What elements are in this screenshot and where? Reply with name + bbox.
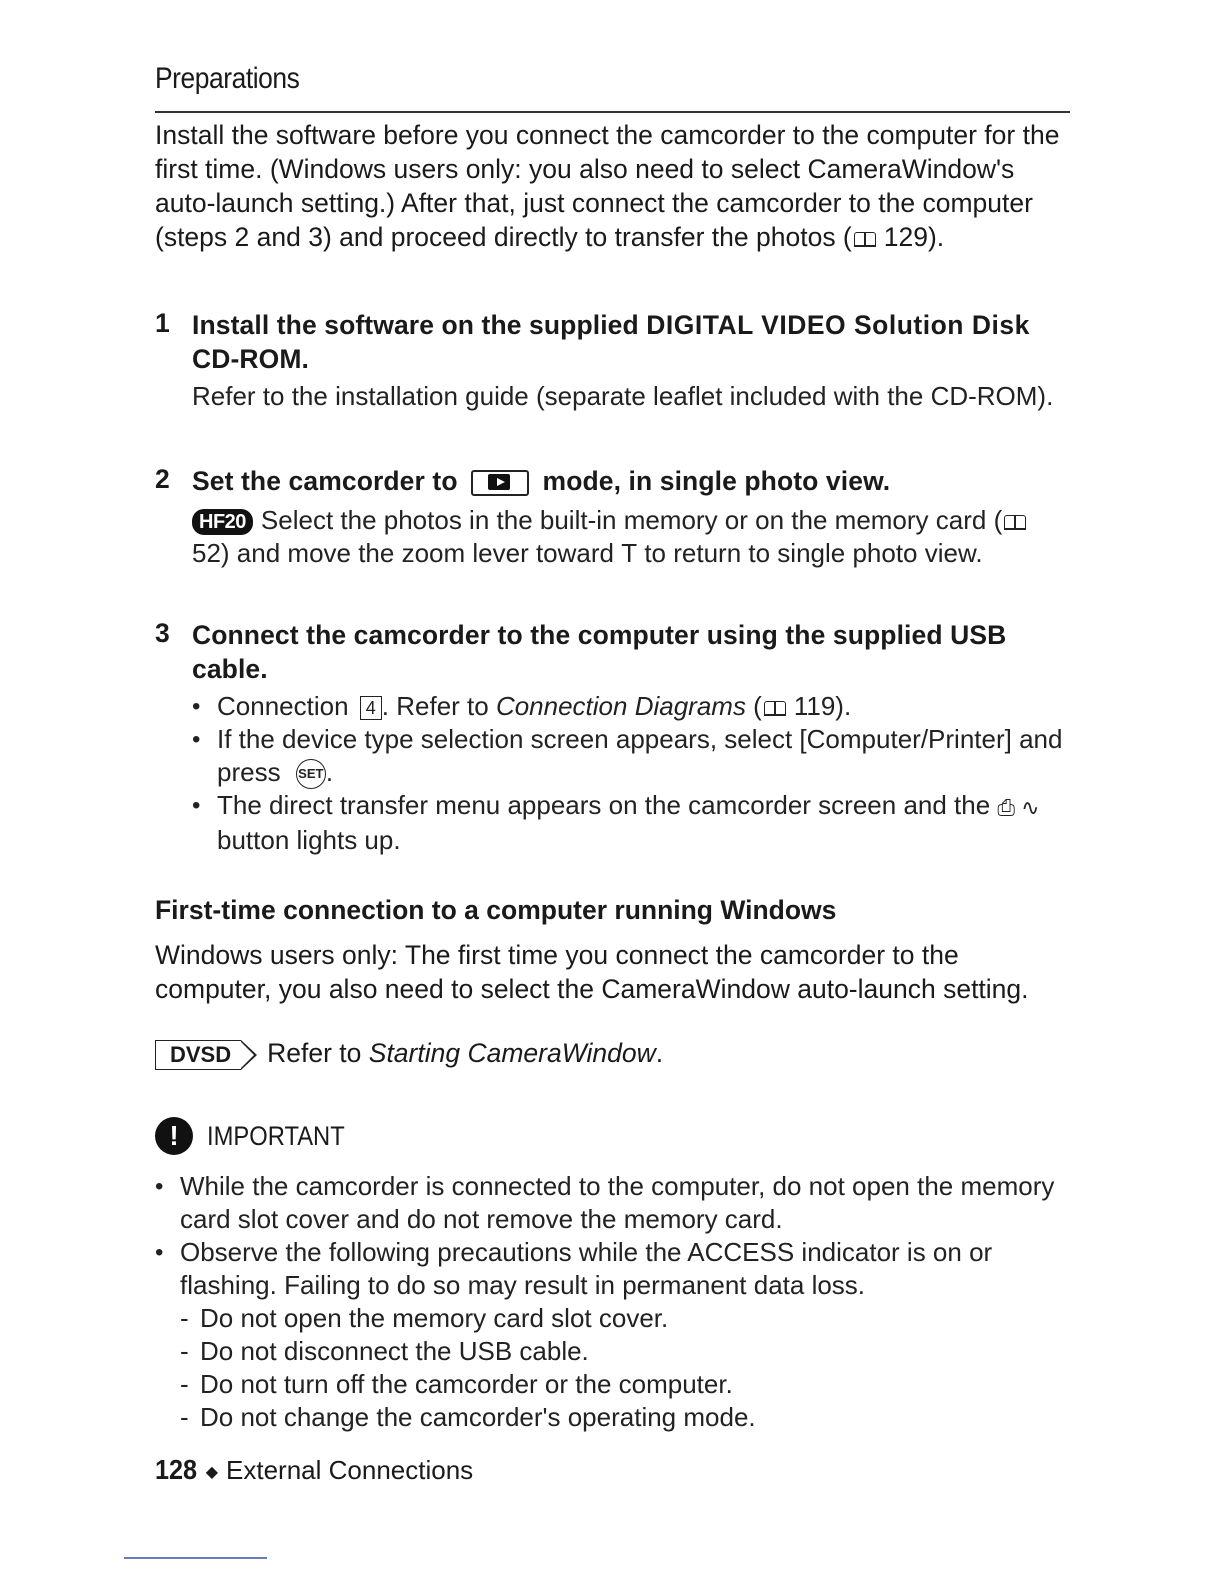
important-icon: !	[155, 1117, 193, 1155]
bullet-text: The direct transfer menu appears on the camcorder screen and the	[217, 790, 998, 821]
precaution-item: - Do not open the memory card slot cover.	[180, 1302, 1070, 1335]
dvsd-label: DVSD	[170, 1042, 232, 1067]
book-ref-icon	[764, 701, 786, 715]
step-number: 1	[155, 308, 170, 338]
bullet-text: .	[325, 757, 334, 787]
step-title-text: Install the software on the supplied	[192, 310, 647, 340]
set-button-icon: SET	[296, 759, 326, 789]
precaution-item: - Do not disconnect the USB cable.	[180, 1335, 1070, 1368]
diamond-separator-icon: ◆	[205, 1464, 219, 1482]
step-title-text: Set the camcorder to	[192, 466, 466, 496]
intro-paragraph	[155, 118, 1070, 254]
dvsd-reference	[155, 1038, 663, 1070]
page-footer	[155, 1454, 473, 1486]
page-number: 128	[155, 1454, 198, 1485]
step-body-text: to return to single photo view.	[637, 538, 983, 568]
first-time-heading: First-time connection to a computer running Windows	[155, 895, 837, 925]
footer-section: External Connections	[226, 1455, 474, 1485]
bullet-text: 119).	[793, 691, 852, 721]
bullet-text: . Refer to	[381, 691, 496, 721]
tele-label: T	[621, 538, 638, 568]
step-3	[155, 618, 1070, 857]
ref-text: Refer to	[267, 1038, 369, 1068]
bullet-item	[192, 789, 1070, 857]
print-share-icon: ⎙ ∿	[997, 794, 1040, 820]
precaution-item: - Do not change the camcorder's operating mode.	[180, 1401, 1070, 1434]
important-label: IMPORTANT	[207, 1120, 345, 1151]
step-body-text: Select the photos in the built-in memory or on the memory card (	[260, 505, 1003, 535]
ref-title: Starting CameraWindow	[368, 1038, 656, 1068]
disk-name: DIGITAL VIDEO Solution Disk	[646, 310, 1030, 340]
important-list	[155, 1170, 1070, 1434]
connection-number: 4	[360, 696, 382, 720]
intro-text: Install the software before you connect the camcorder to the computer for the first time. (Windows users only: you also need to select CameraWindow's auto-launch setting.) After that, just connect the camcorder to the computer (steps 2 and 3) and proceed directly to transfer the photos (	[155, 120, 1060, 252]
bullet-text: Connection	[217, 691, 356, 721]
book-ref-icon	[1004, 515, 1026, 529]
intro-ref: 129).	[883, 222, 945, 252]
step-bullets	[192, 690, 1070, 857]
header-rule	[155, 111, 1070, 113]
bullet-text: button lights up.	[217, 824, 401, 855]
step-body	[192, 504, 1070, 570]
bottom-rule	[124, 1557, 267, 1559]
important-heading	[155, 1117, 364, 1155]
step-2	[155, 464, 1070, 570]
bullet-text: If the device type selection screen appears, select [Computer/Printer] and press	[217, 724, 1063, 787]
step-1	[155, 308, 1070, 413]
section-header: Preparations	[155, 62, 300, 95]
playback-mode-icon	[471, 470, 529, 496]
ref-text-end: .	[655, 1038, 664, 1068]
step-body: Refer to the installation guide (separate leaflet included with the CD-ROM).	[192, 381, 1054, 411]
precaution-list	[180, 1302, 1070, 1434]
step-number: 2	[155, 464, 170, 494]
step-title	[192, 464, 1070, 498]
step-title: Connect the camcorder to the computer using the supplied USB cable.	[192, 620, 1007, 684]
precaution-item: - Do not turn off the camcorder or the computer.	[180, 1368, 1070, 1401]
important-item: • While the camcorder is connected to the computer, do not open the memory card slot cover and do not remove the memory card.	[155, 1170, 1070, 1236]
step-title-text-end: mode, in single photo view.	[535, 466, 891, 496]
dvsd-tag	[155, 1040, 241, 1070]
first-time-body: Windows users only: The first time you connect the camcorder to the computer, you also need to select the CameraWindow auto-launch setting.	[155, 940, 1029, 1004]
bullet-item	[192, 723, 1070, 789]
bullet-item	[192, 690, 1070, 723]
step-title	[192, 308, 1070, 376]
bullet-text: (	[745, 691, 762, 721]
book-ref-icon	[854, 232, 876, 246]
model-badge: HF20	[192, 509, 253, 535]
step-title-text-end: CD-ROM.	[192, 344, 309, 374]
diagram-reference: Connection Diagrams	[495, 691, 746, 721]
important-text: Observe the following precautions while the ACCESS indicator is on or flashing. Failing to do so may result in permanent data loss.	[180, 1237, 993, 1300]
step-body-text: 52) and move the zoom lever toward	[192, 538, 622, 568]
tag-arrow	[241, 1042, 254, 1068]
important-item	[155, 1236, 1070, 1434]
step-number: 3	[155, 618, 170, 648]
